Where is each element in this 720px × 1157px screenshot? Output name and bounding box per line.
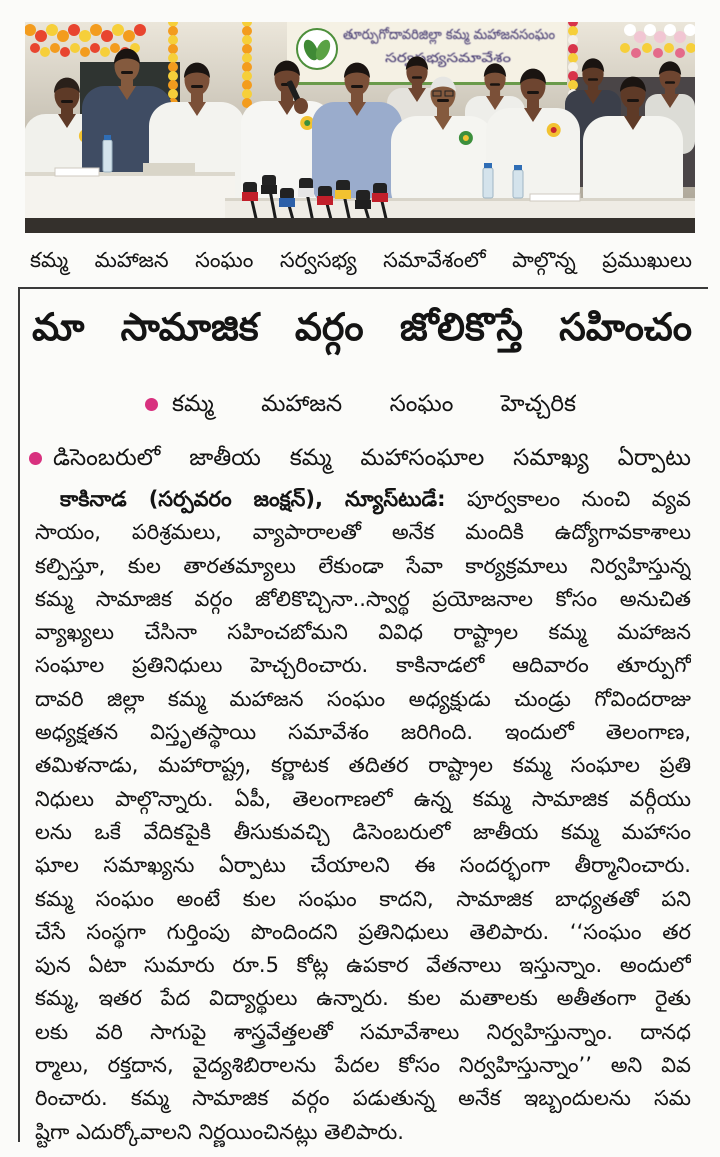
- flower: [35, 30, 47, 42]
- moustache: [61, 100, 73, 103]
- article-body: [35, 483, 691, 1149]
- line-text: సంఘాల ప్రతినిధులు హెచ్చరించారు. కాకినాడలో ఆదివారం తూర్పుగో: [35, 653, 691, 678]
- flower: [620, 43, 630, 53]
- flower: [664, 24, 676, 36]
- line-text: ష్టిగా ఎదుర్కోవాలని నిర్ణయించినట్లు తెలిపారు.: [35, 1119, 404, 1144]
- article-body-line: [35, 550, 691, 583]
- water-bottle: [483, 168, 493, 198]
- flower: [168, 89, 178, 99]
- moustache: [627, 99, 639, 102]
- article-body-line: [35, 883, 691, 916]
- moustache: [527, 91, 539, 94]
- moustache: [588, 78, 598, 81]
- flower: [242, 35, 252, 45]
- flower: [624, 24, 636, 36]
- water-bottle: [513, 170, 523, 198]
- article-body-line: [35, 1049, 691, 1082]
- line-content: [60, 483, 691, 516]
- subheading-text: డిసెంబరులో జాతీయ కమ్మ మహాసంఘాల సమాఖ్య ఏర్పాటు: [53, 445, 691, 471]
- flower: [90, 24, 102, 36]
- moustache: [665, 81, 675, 84]
- flower: [110, 43, 120, 53]
- flower: [30, 43, 40, 53]
- flower: [123, 30, 135, 42]
- moustache: [121, 71, 133, 74]
- article-body-line: [35, 916, 691, 949]
- bullet-dot-icon: [29, 452, 42, 465]
- left-tablecloth: [25, 172, 235, 218]
- line-text: ర్మాలు, రక్తదాన, వైద్యశిబిరాలను పేదల కోసం నిర్వహిస్తున్నాం’’ అని వివ: [35, 1053, 691, 1078]
- moustache: [191, 85, 203, 88]
- headline: [32, 298, 692, 356]
- article-body-line: [35, 749, 691, 782]
- photo-caption: [30, 240, 692, 280]
- badge-center: [304, 120, 310, 126]
- flower: [112, 24, 124, 36]
- article-body-line: [35, 1116, 691, 1149]
- water-bottle: [103, 140, 112, 172]
- flower: [568, 53, 578, 63]
- line-text: దావరి జిల్లా కమ్మ మహాజన సంఘం అధ్యక్షుడు చుండ్రు గోవిందరాజు: [35, 686, 691, 711]
- file-folder: [143, 163, 195, 175]
- line-text: లను ఒకే వేదికపైకి తీసుకువచ్చి డిసెంబరులో జాతీయ కమ్మ మహాసం: [35, 819, 691, 844]
- microphone-flag: [242, 192, 258, 201]
- microphone-flag: [335, 190, 351, 199]
- flower: [101, 30, 113, 42]
- flower: [242, 53, 252, 63]
- line-text: ఘాల సమాఖ్యను ఏర్పాటు చేయాలని ఈ సందర్భంగా తీర్మానించారు.: [35, 853, 691, 878]
- flower: [168, 44, 178, 54]
- article-body-line: [35, 483, 691, 516]
- bottle-cap: [514, 165, 522, 170]
- moustache: [437, 99, 449, 102]
- flower: [664, 43, 674, 53]
- line-text: లకు వరి సాగుపై శాస్త్రవేత్తలతో సమావేశాలు నిర్వహిస్తున్నాం. దానధ: [35, 1019, 691, 1044]
- line-text: సాయం, పరిశ్రమలు, వ్యాపారాలతో అనేక మందికి ఉద్యోగావకాశాలు: [35, 520, 691, 545]
- papers: [530, 194, 580, 201]
- line-text: తమిళనాడు, మహారాష్ట్ర, కర్ణాటక తదితర రాష్ట్రాల కమ్మ సంఘాల ప్రతి: [35, 753, 691, 778]
- line-text: పూర్వకాలం నుంచి వ్యవ: [466, 487, 691, 511]
- right-table-edge: [225, 198, 695, 201]
- line-text: వ్యాఖ్యలు చేసినా సహించబోమని వివిధ రాష్ట్రాల కమ్మ మహాజన: [35, 620, 691, 645]
- photo-image: [25, 22, 695, 233]
- right-tablecloth: [225, 198, 695, 220]
- line-text: కమ్మ, ఇతర పేద విద్యార్థులు ఉన్నారు. కుల మతాలకు అతీతంగా రైతు: [35, 986, 691, 1011]
- microphone-flag: [298, 188, 314, 197]
- article-body-line: [35, 949, 691, 982]
- article-body-line: [35, 516, 691, 549]
- article-body-line: [35, 816, 691, 849]
- horizontal-rule: [18, 287, 708, 289]
- bullet-dot-icon: [145, 398, 158, 411]
- subheading-text: కమ్మ మహాజన సంఘం హెచ్చరిక: [172, 391, 576, 417]
- line-text: నిధులు పాల్గొన్నారు. ఏపీ, తెలంగాణలో ఉన్న కమ్మ సామాజిక వర్గీయు: [35, 786, 691, 811]
- flower: [60, 47, 70, 57]
- press-meet-photo: [25, 22, 695, 233]
- article-body-line: [35, 783, 691, 816]
- moustache: [490, 83, 500, 86]
- flower: [634, 31, 646, 43]
- flower: [50, 43, 60, 53]
- moustache: [412, 76, 422, 79]
- flower: [68, 24, 80, 36]
- flower: [242, 44, 252, 54]
- article-body-line: [35, 716, 691, 749]
- article-body-line: [35, 649, 691, 682]
- line-text: కమ్మ సామాజిక వర్గం జోలికొచ్చినా..స్వార్థ ప్రయోజనాల కోసం అనుచిత: [35, 586, 691, 611]
- flower: [46, 24, 58, 36]
- flower: [654, 31, 666, 43]
- line-text: రించారు. కమ్మ సామాజిక వర్గం పడుతున్న అనేక ఇబ్బందులను సమ: [35, 1086, 691, 1111]
- flower: [70, 43, 80, 53]
- article-body-line: [35, 1016, 691, 1049]
- bottle-cap: [484, 163, 492, 168]
- microphone-flag: [261, 185, 277, 194]
- flower: [568, 71, 578, 81]
- bottle-cap: [104, 135, 111, 140]
- dateline: కాకినాడ (సర్పవరం జంక్షన్), న్యూస్‌టుడే:: [60, 487, 446, 511]
- line-text: చేసే సంస్థగా గుర్తింపు పొందిందని ప్రతినిధులు తెలిపారు. ‘‘సంఘం తర: [35, 919, 691, 944]
- article-body-line: [35, 982, 691, 1015]
- flower: [242, 80, 252, 90]
- headline-text: మా సామాజిక వర్గం జోలికొస్తే సహించం: [32, 305, 692, 349]
- subheading-bullet: [53, 437, 691, 479]
- line-text: కల్పిస్తూ, కుల తారతమ్యాలు లేకుండా సేవా కార్యక్రమాలు నిర్వహిస్తున్న: [35, 553, 691, 578]
- microphone-flag: [279, 198, 295, 207]
- subheading-bullet: [172, 383, 576, 425]
- flower: [79, 30, 91, 42]
- flower: [40, 47, 50, 57]
- banner-text-line-2: సర్వసభ్యసమావేశం: [385, 51, 483, 66]
- papers: [55, 168, 99, 176]
- flower: [568, 62, 578, 72]
- column-rule: [18, 288, 20, 1142]
- banner-logo: [297, 29, 337, 69]
- badge-center: [463, 135, 469, 141]
- flower: [674, 31, 686, 43]
- line-text: అధ్యక్షతన విస్తృతస్థాయి సమావేశం జరిగింది. ఇందులో తెలంగాణ,: [35, 720, 691, 745]
- article-body-line: [35, 1082, 691, 1115]
- flower: [644, 24, 656, 36]
- line-text: పున ఏటా సుమారు రూ.5 కోట్ల ఉపకార వేతనాలు ఇస్తున్నాం. అందులో: [35, 953, 691, 978]
- hand: [294, 98, 308, 114]
- flower: [568, 80, 578, 90]
- flower: [134, 24, 146, 36]
- microphone-flag: [317, 196, 333, 205]
- flower: [168, 62, 178, 72]
- banner-text-line-1: తూర్పుగోదావరిజిల్లా కమ్మ మహాజనసంఘం: [343, 27, 573, 43]
- microphone-flag: [355, 200, 371, 209]
- badge-center: [551, 127, 557, 133]
- flower: [653, 48, 663, 58]
- article-body-line: [35, 683, 691, 716]
- photo-caption-text: కమ్మ మహాజన సంఘం సర్వసభ్య సమావేశంలో పాల్గొన్న ప్రముఖులు: [30, 248, 692, 272]
- flower: [168, 35, 178, 45]
- microphone-flag: [372, 193, 388, 202]
- article-body-line: [35, 583, 691, 616]
- floor: [25, 218, 695, 233]
- flower: [642, 43, 652, 53]
- line-text: కమ్మ సంఘం అంటే కుల సంఘం కాదని, సామాజిక బాధ్యతతో పని: [35, 886, 691, 911]
- flower: [242, 71, 252, 81]
- article-body-line: [35, 849, 691, 882]
- moustache: [351, 85, 363, 88]
- flower: [90, 43, 100, 53]
- flower: [631, 48, 641, 58]
- flower: [168, 53, 178, 63]
- flower: [168, 80, 178, 90]
- flower: [675, 48, 685, 58]
- flower: [168, 26, 178, 36]
- flower: [80, 47, 90, 57]
- flower: [242, 26, 252, 36]
- flower: [57, 30, 69, 42]
- flower: [568, 35, 578, 45]
- flower: [100, 47, 110, 57]
- flower: [568, 44, 578, 54]
- flower: [168, 71, 178, 81]
- flower: [242, 62, 252, 72]
- article-body-line: [35, 616, 691, 649]
- flower: [242, 89, 252, 99]
- flower: [568, 26, 578, 36]
